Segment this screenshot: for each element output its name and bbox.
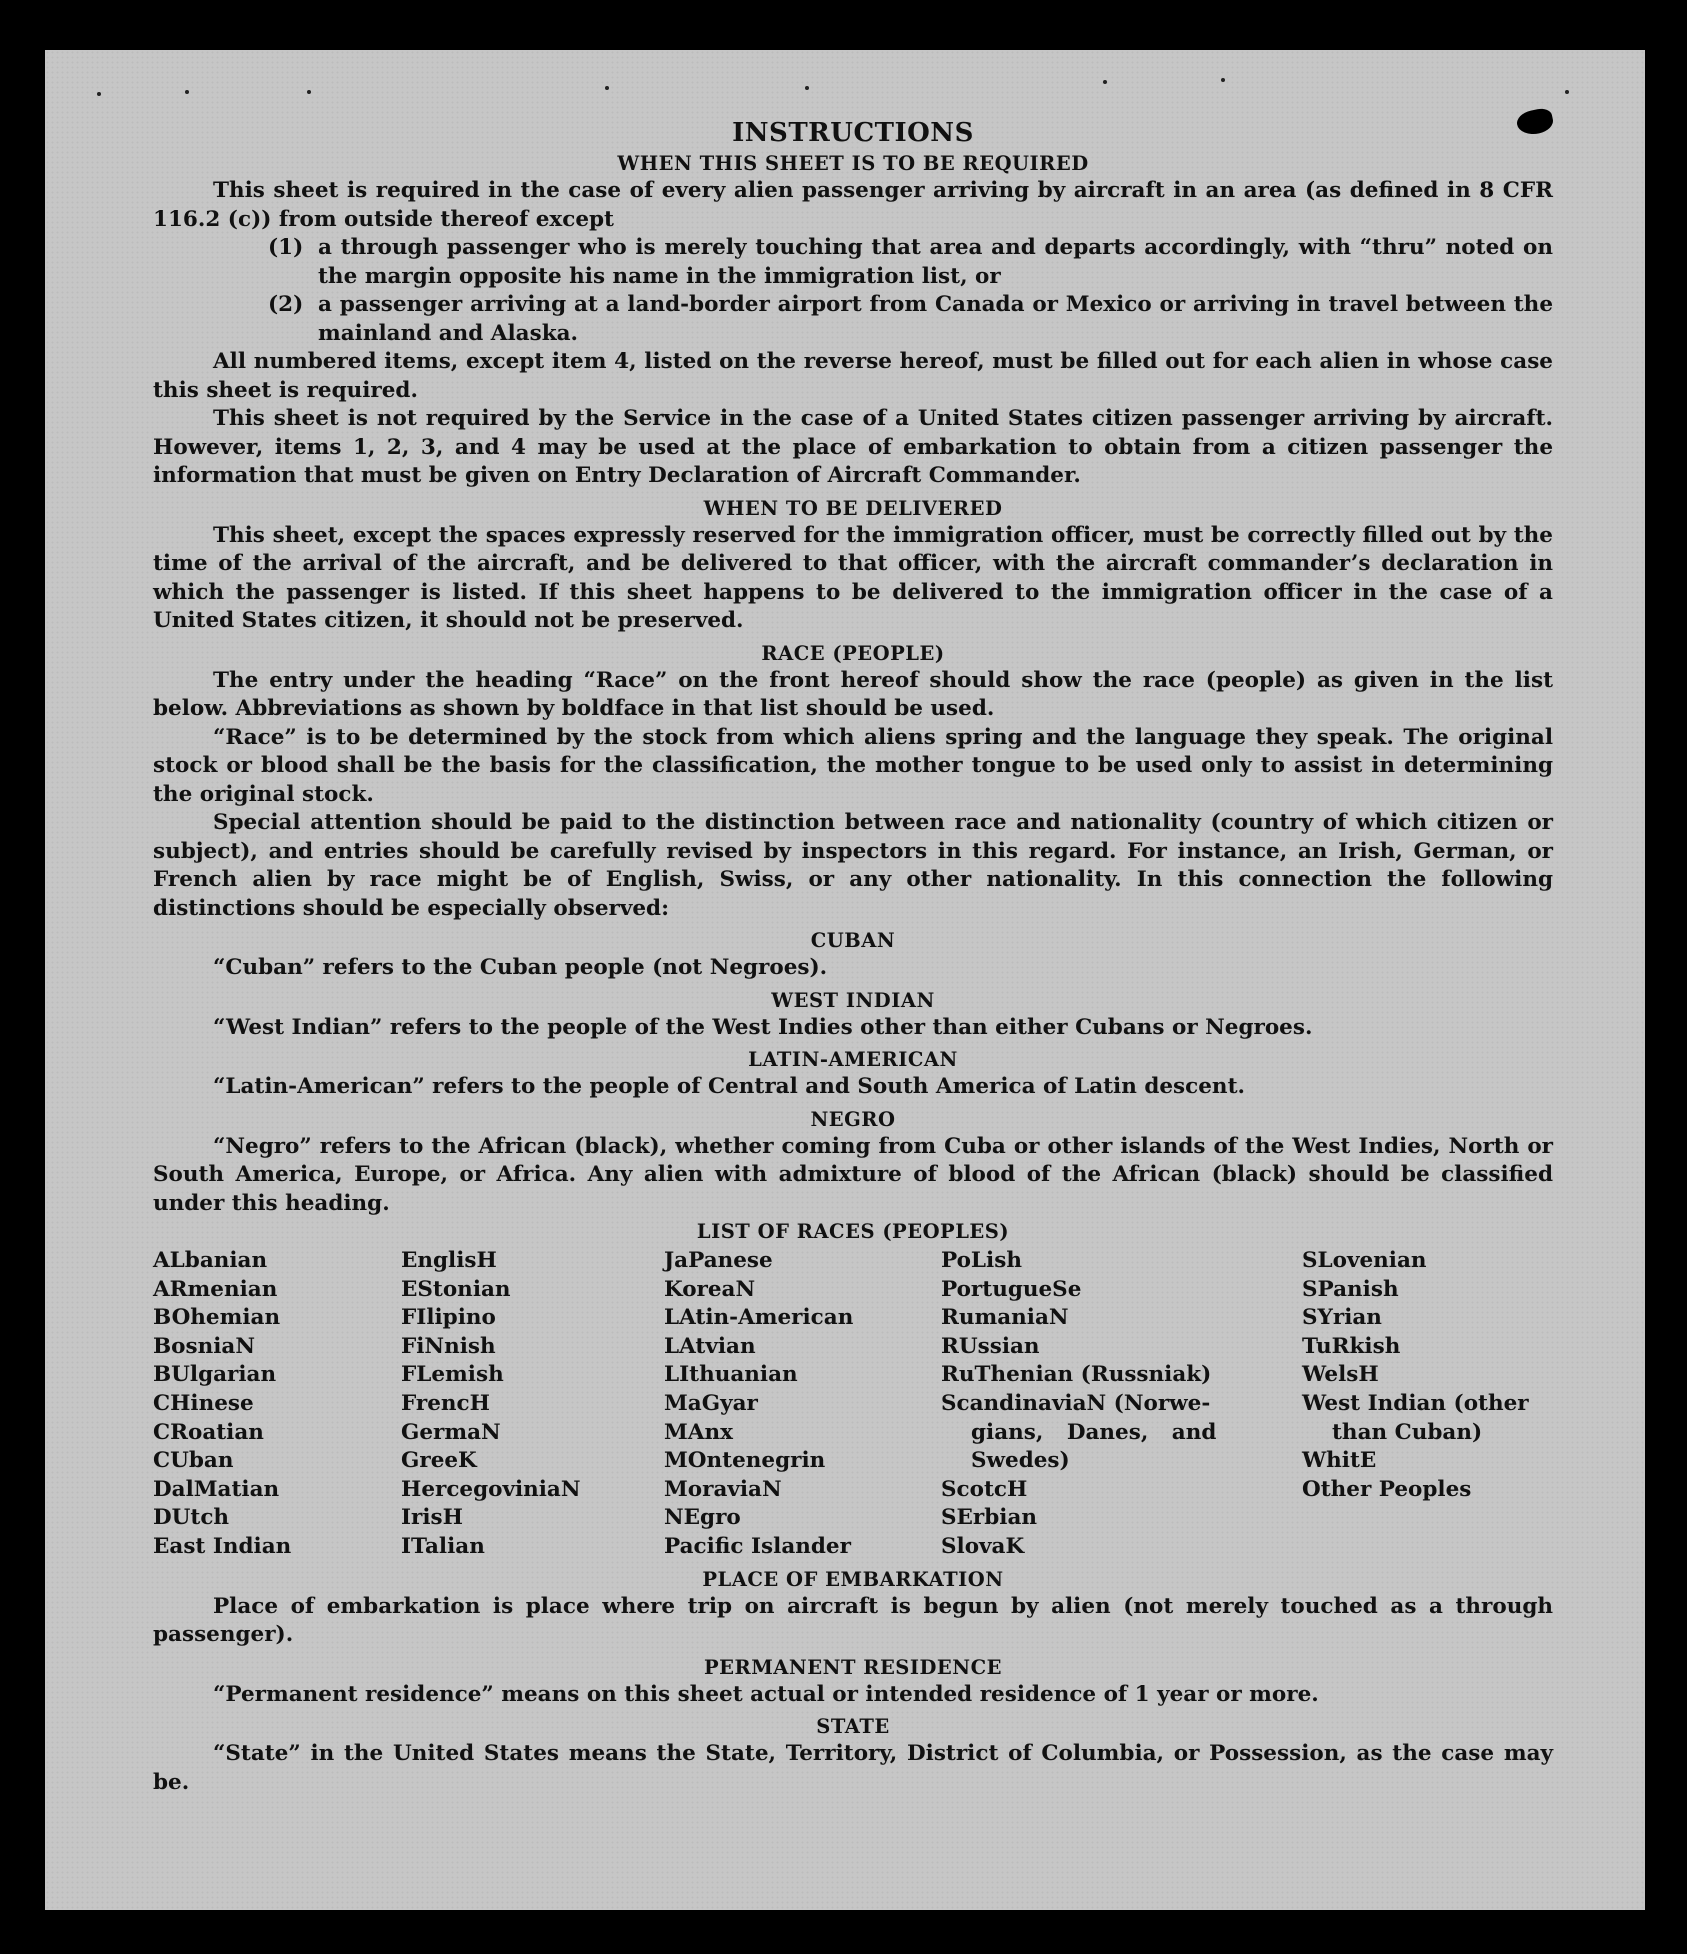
race-entry: LAtin-American: [664, 1305, 854, 1331]
race-entry: DalMatian: [153, 1476, 280, 1502]
section-heading-negro: NEGRO: [810, 1107, 896, 1131]
race-entry: BUlgarian: [153, 1362, 277, 1388]
speck: [1221, 78, 1225, 82]
race-entry: MaGyar: [664, 1390, 758, 1416]
race-entry: BOhemian: [153, 1305, 281, 1331]
race-entry: FIlipino: [401, 1305, 496, 1331]
section-heading-when-delivered: WHEN TO BE DELIVERED: [703, 496, 1003, 520]
race-entry: SPanish: [1302, 1276, 1399, 1302]
section-heading-west-indian: WEST INDIAN: [771, 988, 935, 1012]
race-entry: EnglisH: [401, 1248, 497, 1273]
race-entry: PoLish: [941, 1248, 1022, 1273]
race-entry: ITalian: [401, 1533, 485, 1559]
section-heading-when-required: WHEN THIS SHEET IS TO BE REQUIRED: [617, 152, 1089, 175]
race-entry: RUssian: [941, 1333, 1040, 1359]
race-entry: DUtch: [153, 1505, 230, 1531]
section-heading-race: RACE (PEOPLE): [761, 641, 945, 665]
race-entry: FiNnish: [401, 1333, 496, 1359]
speck: [1103, 80, 1107, 84]
page-title: INSTRUCTIONS: [732, 118, 974, 148]
speck: [307, 90, 311, 94]
race-entry: RumaniaN: [941, 1305, 1069, 1331]
races-column-3: [664, 1247, 941, 1562]
race-entry: FrencH: [401, 1390, 490, 1416]
race-entry: JaPanese: [664, 1248, 773, 1273]
race-entry: SLovenian: [1302, 1248, 1427, 1273]
item-text: a through passenger who is merely touching that area and departs accordingly, with “thru” noted on the margin opposite his name in the immigration list, or: [318, 235, 1553, 289]
race-entry: East Indian: [153, 1533, 292, 1559]
races-column-1: [153, 1247, 401, 1562]
speck: [805, 86, 809, 90]
race-entry: EStonian: [401, 1276, 511, 1302]
paragraph: This sheet is not required by the Service in the case of a United States citizen passenger arriving by aircraft. However, items 1, 2, 3, and 4 may be used at the place of embarkation to obtain from a citizen passenger the information that must be given on Entry Declaration of Aircraft Commander.: [153, 406, 1553, 488]
paragraph: “Race” is to be determined by the stock from which aliens spring and the language they speak. The original stock or blood shall be the basis for the classification, the mother tongue to be used only to assist in determining the original stock.: [153, 724, 1553, 807]
race-entry: CRoatian: [153, 1419, 264, 1445]
paragraph: “State” in the United States means the State, Territory, District of Columbia, or Possession, as the case may be.: [153, 1741, 1553, 1795]
paragraph: This sheet, except the spaces expressly reserved for the immigration officer, must be correctly filled out by the time of the arrival of the aircraft, and be delivered to that officer, with the aircraft commander’s declaration in which the passenger is listed. If this sheet happens to be delivered to the immigration officer in the case of a United States citizen, it should not be preserved.: [153, 522, 1553, 633]
race-entry: KoreaN: [664, 1276, 756, 1302]
race-entry: SlovaK: [941, 1533, 1025, 1559]
race-entry: MAnx: [664, 1419, 733, 1445]
race-entry: LAtvian: [664, 1333, 756, 1359]
paragraph: “West Indian” refers to the people of the West Indies other than either Cubans or Negroes.: [213, 1014, 1313, 1040]
document-sheet: [45, 50, 1645, 1910]
race-entry: WelsH: [1302, 1362, 1379, 1388]
race-entry: ARmenian: [153, 1276, 278, 1302]
race-entry: IrisH: [401, 1505, 463, 1531]
race-entry: Other Peoples: [1302, 1476, 1472, 1502]
race-entry: SErbian: [941, 1505, 1038, 1531]
race-entry: RuThenian (Russniak): [941, 1362, 1212, 1388]
race-entry-continuation: Swedes): [971, 1448, 1070, 1474]
race-entry: West Indian (other: [1302, 1390, 1529, 1416]
instructions-content: [153, 116, 1553, 1797]
race-entry: GermaN: [401, 1419, 501, 1445]
speck: [185, 90, 189, 94]
race-entry: SYrian: [1302, 1305, 1382, 1331]
section-heading-latin-american: LATIN-AMERICAN: [748, 1048, 958, 1071]
race-entry: ALbanian: [153, 1248, 268, 1273]
race-entry: MOntenegrin: [664, 1448, 826, 1474]
race-entry: CUban: [153, 1448, 234, 1474]
section-heading-state: STATE: [816, 1715, 890, 1739]
speck: [97, 92, 101, 96]
paragraph: Place of embarkation is place where trip on aircraft is begun by alien (not merely touched as a through passenger).: [153, 1593, 1553, 1648]
race-entry-continuation: gians, Danes, and: [971, 1419, 1217, 1445]
item-text: a passenger arriving at a land-border airport from Canada or Mexico or arriving in travel between the mainland and Alaska.: [318, 292, 1553, 346]
list-item: [268, 234, 1553, 291]
race-entry: PortugueSe: [941, 1276, 1082, 1302]
race-entry: GreeK: [401, 1448, 477, 1474]
races-column-2: [401, 1247, 664, 1562]
section-heading-residence: PERMANENT RESIDENCE: [703, 1655, 1002, 1679]
race-entry: Pacific Islander: [664, 1533, 851, 1559]
section-heading-list-of-races: LIST OF RACES (PEOPLES): [696, 1220, 1010, 1243]
list-item: [268, 291, 1553, 348]
race-entry: LIthuanian: [664, 1362, 798, 1388]
race-entry: ScotcH: [941, 1476, 1028, 1502]
section-heading-embarkation: PLACE OF EMBARKATION: [702, 1567, 1004, 1591]
races-column-5: [1302, 1247, 1553, 1562]
paragraph: “Cuban” refers to the Cuban people (not Negroes).: [213, 955, 828, 980]
paragraph: “Latin-American” refers to the people of Central and South America of Latin descent.: [213, 1074, 1245, 1099]
speck: [605, 86, 609, 90]
race-entry: WhitE: [1302, 1448, 1377, 1474]
race-entry: FLemish: [401, 1362, 504, 1388]
race-entry: TuRkish: [1302, 1333, 1401, 1359]
paragraph: Special attention should be paid to the distinction between race and nationality (country of which citizen or subject), and entries should be carefully revised by inspectors in this regard. For instance, an Irish, German, or French alien by race might be of English, Swiss, or any other nationality. In this connection the following distinctions should be especially observed:: [153, 810, 1553, 921]
race-entry: ScandinaviaN (Norwe-: [941, 1390, 1211, 1416]
race-entry-continuation: than Cuban): [1332, 1419, 1483, 1445]
paragraph: “Permanent residence” means on this sheet actual or intended residence of 1 year or more.: [213, 1681, 1319, 1707]
paragraph: The entry under the heading “Race” on the front hereof should show the race (people) as given in the list below. Abbreviations as shown by boldface in that list should be used.: [153, 667, 1553, 721]
paragraph: All numbered items, except item 4, listed on the reverse hereof, must be filled out for each alien in whose case this sheet is required.: [153, 349, 1553, 403]
race-entry: HercegoviniaN: [401, 1476, 581, 1502]
item-number: (2): [268, 292, 304, 317]
paragraph: “Negro” refers to the African (black), whether coming from Cuba or other islands of the West Indies, North or South America, Europe, or Africa. Any alien with admixture of blood of the African (black) should be classified under this heading.: [153, 1133, 1553, 1216]
speck: [1565, 90, 1569, 94]
races-table: [153, 1247, 1553, 1562]
race-entry: MoraviaN: [664, 1476, 782, 1502]
paragraph: This sheet is required in the case of every alien passenger arriving by aircraft in an area (as defined in 8 CFR 116.2 (c)) from outside thereof except: [153, 178, 1553, 232]
race-entry: NEgro: [664, 1505, 741, 1531]
races-column-4: [941, 1247, 1302, 1562]
item-number: (1): [268, 235, 304, 260]
race-entry: BosniaN: [153, 1333, 255, 1359]
section-heading-cuban: CUBAN: [810, 929, 896, 952]
race-entry: CHinese: [153, 1390, 254, 1416]
